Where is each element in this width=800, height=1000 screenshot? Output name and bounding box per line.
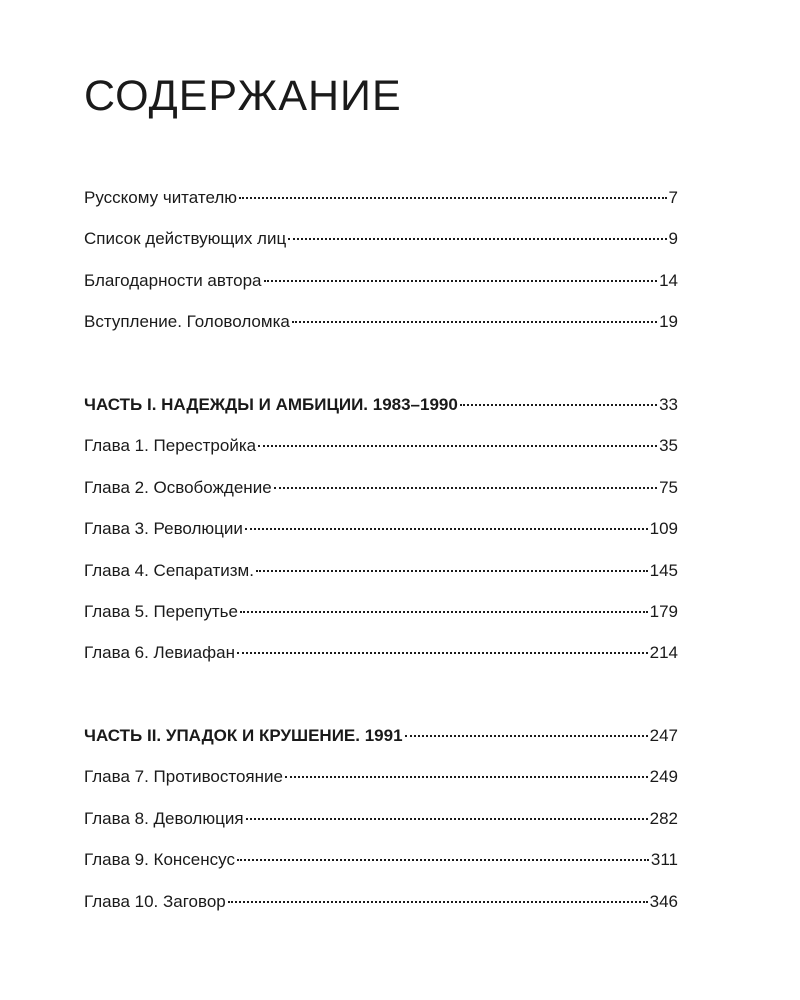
toc-entry-title: Глава 5. Перепутье [84, 601, 238, 621]
dot-leader [292, 321, 657, 323]
toc-entry-page: 145 [649, 560, 678, 580]
toc-entry-page: 346 [649, 891, 678, 911]
toc-entry-title: Глава 4. Сепаратизм. [84, 560, 254, 580]
toc-entry[interactable] [84, 601, 678, 642]
toc-part-1 [84, 394, 678, 684]
dot-leader [460, 404, 657, 406]
toc-entry[interactable] [84, 477, 678, 518]
dot-leader [258, 445, 657, 447]
dot-leader [239, 197, 667, 199]
toc-entry[interactable] [84, 642, 678, 683]
dot-leader [264, 280, 658, 282]
toc-entry[interactable] [84, 560, 678, 601]
dot-leader [228, 901, 648, 903]
toc-entry[interactable] [84, 808, 678, 849]
toc-entry-page: 109 [649, 519, 678, 539]
toc-entry[interactable] [84, 518, 678, 559]
dot-leader [240, 611, 648, 613]
toc-entry-title: Глава 3. Революции [84, 519, 243, 539]
page-title: СОДЕРЖАНИЕ [84, 72, 402, 120]
toc-entry[interactable] [84, 766, 678, 807]
toc-entry-page: 19 [659, 312, 678, 332]
toc-entry-title: Глава 9. Консенсус [84, 850, 235, 870]
toc-entry-page: 179 [649, 601, 678, 621]
toc-entry-title: Глава 6. Левиафан [84, 643, 235, 663]
toc-entry-title: Вступление. Головоломка [84, 312, 290, 332]
toc-entry[interactable] [84, 849, 678, 890]
toc-entry-page: 7 [668, 188, 678, 207]
toc-entry-page: 249 [649, 767, 678, 787]
dot-leader [246, 818, 648, 820]
toc-part-heading[interactable] [84, 725, 678, 766]
toc-front-matter [84, 187, 678, 353]
dot-leader [237, 652, 648, 654]
toc-entry-title: Список действующих лиц [84, 229, 287, 249]
toc-entry-title: Глава 2. Освобождение [84, 477, 272, 497]
toc-entry-page: 75 [659, 477, 678, 497]
dot-leader [274, 487, 657, 489]
toc-entry-title: Глава 10. Заговор [84, 891, 226, 911]
toc-entry-title: Глава 7. Противостояние [84, 767, 283, 787]
dot-leader [237, 859, 649, 861]
toc-entry[interactable] [84, 228, 678, 269]
toc-entry[interactable] [84, 311, 678, 352]
toc-part-heading[interactable] [84, 394, 678, 435]
toc-entry[interactable] [84, 891, 678, 932]
toc-entry-page: 282 [649, 808, 678, 828]
dot-leader [285, 776, 648, 778]
toc-entry-page: 214 [649, 643, 678, 663]
toc-entry-title: Русскому читателю [84, 188, 238, 207]
toc-entry-title: Глава 1. Перестройка [84, 436, 257, 456]
toc-entry-page: 311 [650, 850, 678, 870]
dot-leader [256, 570, 648, 572]
toc-part-page: 247 [649, 726, 678, 745]
dot-leader [245, 528, 648, 530]
toc-entry-title: Благодарности автора [84, 270, 262, 290]
toc-part-page: 33 [659, 395, 678, 414]
toc-part-title: ЧАСТЬ II. УПАДОК И КРУШЕНИЕ. 1991 [84, 726, 403, 745]
toc-entry-title: Глава 8. Деволюция [84, 808, 244, 828]
toc-entry-page: 9 [668, 229, 678, 249]
toc-entry-page: 35 [659, 436, 678, 456]
dot-leader [405, 735, 648, 737]
toc-part-2 [84, 725, 678, 932]
toc-entry-page: 14 [659, 270, 678, 290]
dot-leader [288, 238, 666, 240]
toc-entry[interactable] [84, 270, 678, 311]
toc-part-title: ЧАСТЬ I. НАДЕЖДЫ И АМБИЦИИ. 1983–1990 [84, 395, 458, 414]
toc-entry[interactable] [84, 187, 678, 228]
toc-entry[interactable] [84, 435, 678, 476]
